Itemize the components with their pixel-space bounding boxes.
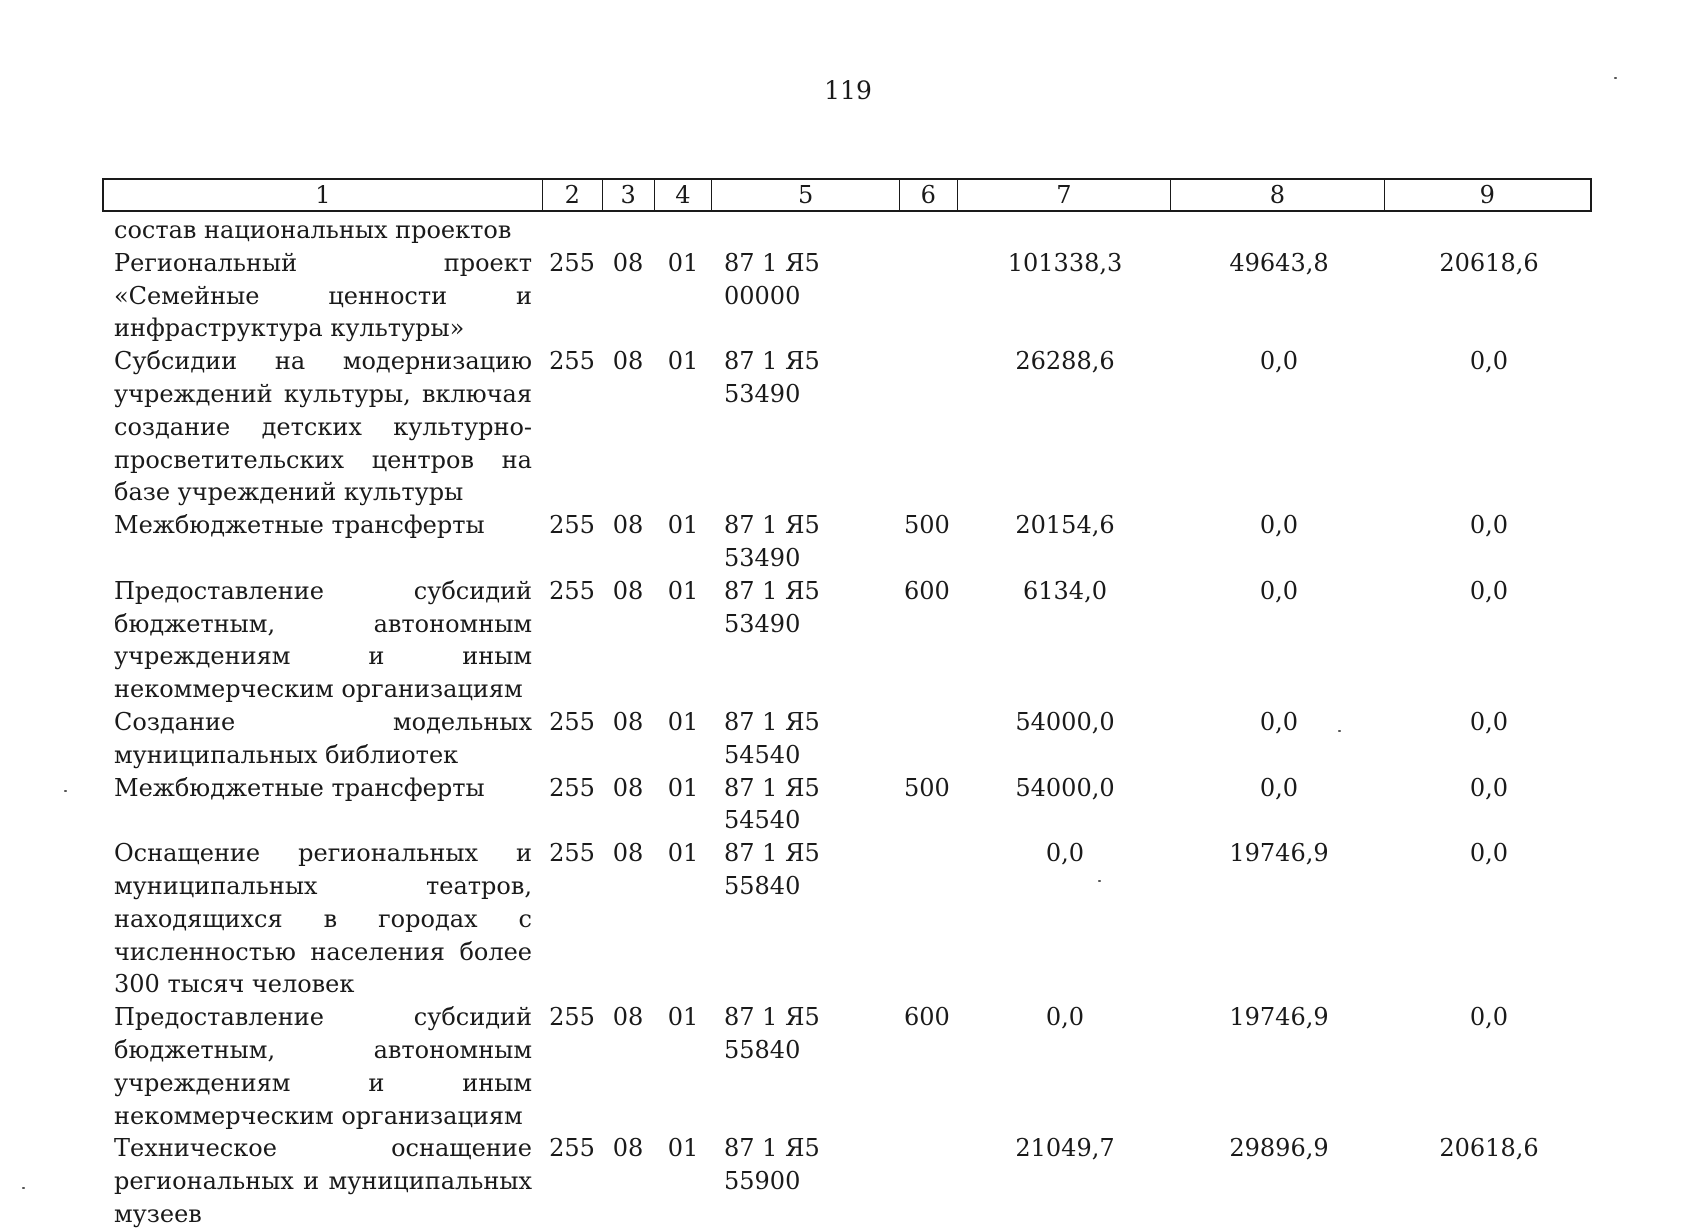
row-col-8: 0,0 xyxy=(1259,511,1299,540)
row-col-7: 0,0 xyxy=(1045,1003,1085,1032)
row-col-5: 87 1 Я5 53490 xyxy=(724,347,820,408)
row-col-6: 500 xyxy=(904,511,950,540)
row-name: Оснащение региональных и муниципальных театров, находящихся в городах с численностью населения более 300 тысяч человек xyxy=(114,839,532,999)
row-col-3: 08 xyxy=(612,511,644,540)
row-col-8: 0,0 xyxy=(1259,707,1299,736)
row-col-2: 255 xyxy=(549,248,595,277)
row-col-6 xyxy=(900,345,958,509)
row-col-9: 0,0 xyxy=(1469,839,1509,868)
row-col-2 xyxy=(542,214,602,247)
table-row xyxy=(102,706,1592,772)
row-col-2: 255 xyxy=(549,1134,595,1163)
row-col-4: 01 xyxy=(667,773,699,802)
row-name: Межбюджетные трансферты xyxy=(114,511,485,540)
row-col-4: 01 xyxy=(667,839,699,868)
header-col-5: 5 xyxy=(712,180,900,210)
row-name: Региональный проект «Семейные ценности и инфраструктура культуры» xyxy=(114,248,532,343)
scan-speck xyxy=(22,1187,25,1189)
row-col-5: 87 1 Я5 53490 xyxy=(724,511,820,572)
row-col-3: 08 xyxy=(612,576,644,605)
row-col-9: 0,0 xyxy=(1469,347,1509,376)
table-row xyxy=(102,837,1592,1001)
row-col-8: 19746,9 xyxy=(1229,839,1329,868)
row-col-3: 08 xyxy=(612,839,644,868)
row-col-6 xyxy=(900,1132,958,1230)
row-col-8 xyxy=(1172,214,1386,247)
row-col-7: 6134,0 xyxy=(1023,576,1107,605)
row-col-7: 101338,3 xyxy=(1007,248,1123,277)
row-col-8: 0,0 xyxy=(1259,773,1299,802)
row-col-8: 49643,8 xyxy=(1229,248,1329,277)
table-row xyxy=(102,575,1592,706)
row-col-5: 87 1 Я5 00000 xyxy=(724,248,820,310)
row-col-9: 0,0 xyxy=(1469,511,1509,540)
header-col-6: 6 xyxy=(900,180,958,210)
header-col-1: 1 xyxy=(104,180,543,210)
row-col-7: 0,0 xyxy=(1045,839,1085,868)
row-col-9: 20618,6 xyxy=(1439,1134,1539,1163)
table-row xyxy=(102,214,1592,247)
row-col-2: 255 xyxy=(549,347,595,376)
row-col-7: 20154,6 xyxy=(1015,511,1115,540)
row-col-4: 01 xyxy=(667,248,699,277)
row-col-8: 29896,9 xyxy=(1229,1134,1329,1163)
row-col-3 xyxy=(602,214,654,247)
row-col-4: 01 xyxy=(667,1003,699,1032)
row-name: Предоставление субсидий бюджетным, автономным учреждениям и иным некоммерческим организациям xyxy=(114,1003,532,1130)
row-col-2: 255 xyxy=(549,707,595,736)
row-col-2: 255 xyxy=(549,576,595,605)
row-col-7: 54000,0 xyxy=(1015,773,1115,802)
table-row xyxy=(102,772,1592,838)
row-col-8: 0,0 xyxy=(1259,576,1299,605)
header-col-4: 4 xyxy=(655,180,713,210)
header-col-8: 8 xyxy=(1171,180,1384,210)
scan-speck xyxy=(1098,880,1101,882)
row-col-9: 0,0 xyxy=(1469,576,1509,605)
row-col-6: 500 xyxy=(904,773,950,802)
row-col-4: 01 xyxy=(667,347,699,376)
row-col-5 xyxy=(712,214,900,247)
row-name: Предоставление субсидий бюджетным, автономным учреждениям и иным некоммерческим организациям xyxy=(114,576,532,704)
row-col-3: 08 xyxy=(612,773,644,802)
row-col-5: 87 1 Я5 54540 xyxy=(724,707,820,769)
row-col-9: 0,0 xyxy=(1469,1003,1509,1032)
row-col-6: 600 xyxy=(904,576,950,605)
row-name: Межбюджетные трансферты xyxy=(114,773,485,802)
table-row xyxy=(102,1001,1592,1132)
table-row xyxy=(102,247,1592,345)
page-number: 119 xyxy=(824,76,872,105)
header-col-2: 2 xyxy=(543,180,603,210)
row-col-4 xyxy=(654,214,712,247)
row-col-7: 54000,0 xyxy=(1015,707,1115,736)
table-row xyxy=(102,509,1592,575)
row-col-3: 08 xyxy=(612,707,644,736)
header-col-9: 9 xyxy=(1479,181,1495,209)
row-col-3: 08 xyxy=(612,1003,644,1032)
row-col-6 xyxy=(900,247,958,345)
row-col-4: 01 xyxy=(667,511,699,540)
row-col-6: 600 xyxy=(904,1003,950,1032)
row-col-6 xyxy=(900,214,958,247)
row-col-9 xyxy=(1386,214,1592,247)
row-col-3: 08 xyxy=(612,347,644,376)
row-col-5: 87 1 Я5 53490 xyxy=(724,576,820,638)
row-col-2: 255 xyxy=(549,1003,595,1032)
table-header xyxy=(102,178,1592,212)
row-col-7: 21049,7 xyxy=(1015,1134,1115,1163)
row-col-4: 01 xyxy=(667,576,699,605)
row-col-9: 0,0 xyxy=(1469,707,1509,736)
row-col-8: 0,0 xyxy=(1259,347,1299,376)
row-col-7: 26288,6 xyxy=(1015,347,1115,376)
row-col-3: 08 xyxy=(612,248,644,277)
row-col-7 xyxy=(958,214,1172,247)
row-col-5: 87 1 Я5 54540 xyxy=(724,773,820,835)
row-col-5: 87 1 Я5 55840 xyxy=(724,1003,820,1064)
row-col-6 xyxy=(900,837,958,1001)
row-col-5: 87 1 Я5 55900 xyxy=(724,1134,820,1196)
scan-speck xyxy=(1614,77,1617,79)
row-name: Создание модельных муниципальных библиотек xyxy=(114,707,532,769)
row-name: Субсидии на модернизацию учреждений культуры, включая создание детских культурно-просветительских центров на базе учреждений культуры xyxy=(114,347,532,507)
table-body xyxy=(102,214,1592,1231)
table-row xyxy=(102,1132,1592,1230)
row-col-8: 19746,9 xyxy=(1229,1003,1329,1032)
scan-speck xyxy=(1338,730,1341,732)
header-col-3: 3 xyxy=(603,180,655,210)
row-col-9: 20618,6 xyxy=(1439,248,1539,277)
row-col-3: 08 xyxy=(612,1134,644,1163)
row-name: состав национальных проектов xyxy=(114,216,512,244)
row-col-6 xyxy=(900,706,958,772)
row-col-4: 01 xyxy=(667,707,699,736)
row-col-2: 255 xyxy=(549,773,595,802)
table-row xyxy=(102,345,1592,509)
row-col-2: 255 xyxy=(549,839,595,868)
header-col-7: 7 xyxy=(958,180,1171,210)
row-col-2: 255 xyxy=(549,511,595,540)
row-name: Техническое оснащение региональных и муниципальных музеев xyxy=(114,1134,532,1228)
row-col-5: 87 1 Я5 55840 xyxy=(724,839,820,900)
row-col-4: 01 xyxy=(667,1134,699,1163)
scan-speck xyxy=(64,790,67,792)
row-col-9: 0,0 xyxy=(1469,773,1509,802)
